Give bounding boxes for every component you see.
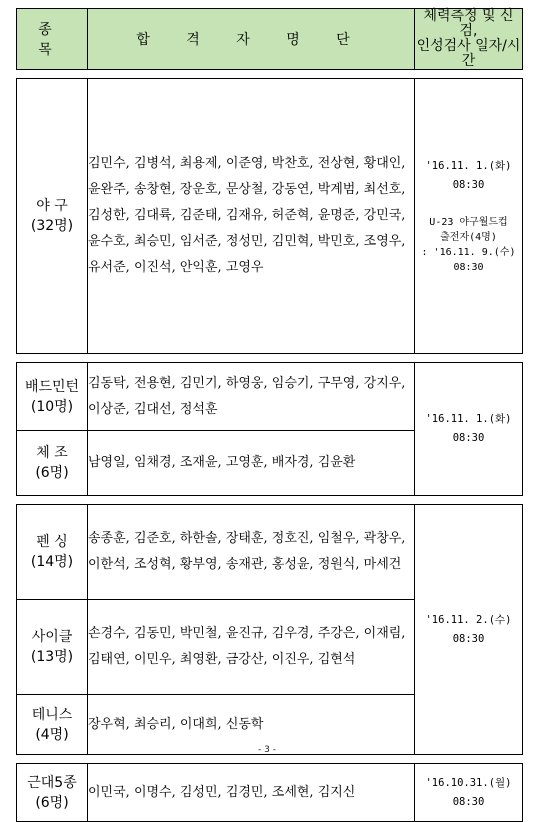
schedule-cell-modern-pentathlon — [415, 764, 523, 822]
sport-cell-badminton — [17, 363, 88, 431]
names-cell-tennis: 장우혁, 최승리, 이대희, 신동학 — [88, 695, 415, 755]
row-modern-pentathlon — [17, 764, 523, 822]
schedule-time: 08:30 — [452, 632, 485, 645]
names-cell-cycling: 손경수, 김동민, 박민철, 윤진규, 김우경, 주강은, 이재림, 김태연, 이민우, 최영환, 금강산, 이진우, 김현석 — [88, 600, 415, 695]
sport-cell-baseball — [17, 79, 88, 354]
names-cell-modern-pentathlon: 이민국, 이명수, 김성민, 김경민, 조세현, 김지신 — [88, 764, 415, 822]
page-number: - 3 - — [258, 745, 276, 755]
schedule-date: '16.11. 2.(수) — [425, 613, 512, 626]
header-schedule — [415, 9, 523, 70]
sport-cell-gymnastics — [17, 431, 88, 496]
schedule-date: '16.10.31.(월) — [425, 776, 512, 789]
sport-name: 배드민턴 — [24, 378, 80, 395]
spacer-row — [17, 496, 523, 505]
spacer-row — [17, 354, 523, 363]
header-schedule-line2: 인성검사 일자/시간 — [416, 38, 521, 69]
sport-name: 테니스 — [31, 706, 73, 723]
row-badminton — [17, 363, 523, 431]
sport-count: (32명) — [30, 218, 74, 234]
sport-name: 야 구 — [36, 198, 68, 214]
sport-name: 근대5종 — [27, 774, 77, 791]
header-row — [17, 9, 523, 70]
qualified-roster-table — [16, 8, 523, 822]
spacer-row — [17, 755, 523, 764]
sport-cell-modern-pentathlon — [17, 764, 88, 822]
sport-name: 사이클 — [31, 629, 73, 645]
schedule-note-line2: 출전자(4명) — [440, 232, 497, 243]
sport-count: (14명) — [30, 554, 74, 570]
sport-name: 펜 싱 — [36, 534, 68, 550]
sport-count: (6명) — [35, 465, 69, 481]
spacer-row — [17, 70, 523, 79]
schedule-cell-baseball — [415, 79, 523, 354]
sport-name: 체 조 — [36, 445, 68, 461]
header-schedule-line1: 체력측정 및 신검, — [423, 8, 514, 39]
schedule-note-line4: 08:30 — [453, 262, 484, 273]
row-baseball — [17, 79, 523, 354]
schedule-time: 08:30 — [452, 795, 485, 808]
schedule-cell-badminton-gymnastics — [415, 363, 523, 496]
names-cell-badminton: 김동탁, 전용현, 김민기, 하영웅, 임승기, 구무영, 강지우, 이상준, 김대선, 정석훈 — [88, 363, 415, 431]
names-cell-gymnastics: 남영일, 임채경, 조재윤, 고영훈, 배자경, 김윤환 — [88, 431, 415, 496]
schedule-date: '16.11. 1.(화) — [425, 160, 512, 172]
header-names: 합 격 자 명 단 — [88, 9, 415, 70]
sport-count: (13명) — [30, 649, 74, 665]
names-cell-baseball: 김민수, 김병석, 최용제, 이준영, 박찬호, 전상현, 황대인, 윤완주, 송창현, 장운호, 문상철, 강동연, 박계범, 최선호, 김성한, 김대륙, 김준태, 김재유, 허준혁, 윤명준, 강민국, 윤수호, 최승민, 임서준, 정성민, 김민혁, 박민호, 조영우, 유서준, 이진석, 안익훈, 고영우 — [88, 79, 415, 354]
header-sport: 종 목 — [17, 9, 88, 70]
schedule-cell-fencing-cycling-tennis — [415, 505, 523, 755]
schedule-time: 08:30 — [452, 432, 485, 444]
schedule-date: '16.11. 1.(화) — [425, 413, 512, 425]
names-cell-fencing: 송종훈, 김준호, 하한솔, 장태훈, 정호진, 임철우, 곽창우, 이한석, 조성혁, 황부영, 송재관, 홍성윤, 정원식, 마세건 — [88, 505, 415, 600]
sport-cell-fencing — [17, 505, 88, 600]
schedule-time: 08:30 — [452, 179, 485, 191]
schedule-note — [415, 215, 522, 275]
row-fencing — [17, 505, 523, 600]
schedule-note-line3: : '16.11. 9.(수) — [421, 247, 516, 258]
schedule-note-line1: U-23 야구월드컵 — [429, 217, 508, 228]
sport-count: (10명) — [30, 398, 74, 415]
sport-count: (4명) — [35, 726, 69, 743]
sport-cell-cycling — [17, 600, 88, 695]
sport-count: (6명) — [35, 794, 69, 811]
